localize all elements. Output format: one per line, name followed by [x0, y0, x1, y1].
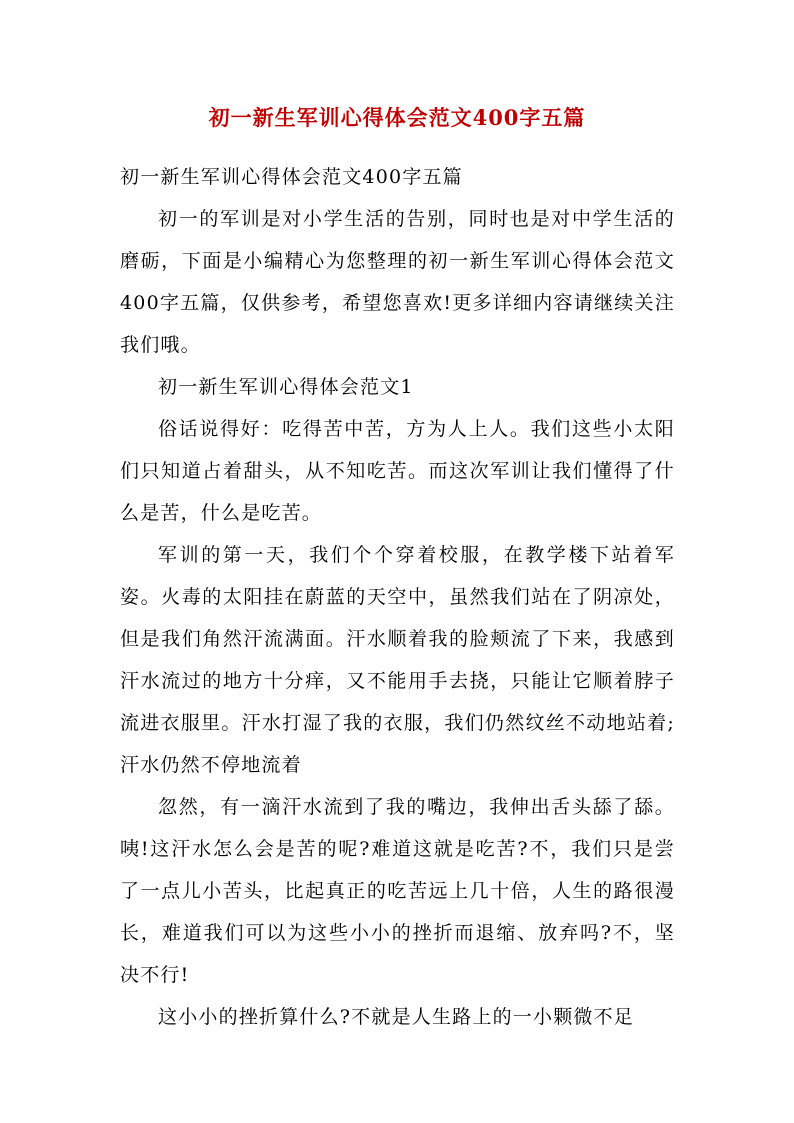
paragraph-subtitle: 初一新生军训心得体会范文400字五篇 — [120, 166, 463, 188]
paragraph: 忽然，有一滴汗水流到了我的嘴边，我伸出舌头舔了舔。咦!这汗水怎么会是苦的呢?难道这就是吃苦?不，我们只是尝了一点儿小苦头，比起真正的吃苦远上几十倍，人生的路很漫长，难道我们可以为这些小小的挫折而退缩、放弃吗?不，坚决不行! — [120, 796, 675, 986]
document-title: 初一新生军训心得体会范文400字五篇 — [208, 105, 586, 130]
section-heading-1: 初一新生军训心得体会范文1 — [158, 376, 414, 398]
paragraph: 这小小的挫折算什么?不就是人生路上的一小颗微不足 — [158, 1006, 634, 1028]
document-body — [120, 156, 675, 1038]
paragraph: 军训的第一天，我们个个穿着校服，在教学楼下站着军姿。火毒的太阳挂在蔚蓝的天空中，虽然我们站在了阴凉处，但是我们角然汗流满面。汗水顺着我的脸颊流了下来，我感到汗水流过的地方十分痒，又不能用手去挠，只能让它顺着脖子流进衣服里。汗水打湿了我的衣服，我们仍然纹丝不动地站着;汗水仍然不停地流着 — [120, 544, 675, 776]
paragraph-intro: 初一的军训是对小学生活的告别，同时也是对中学生活的磨砺，下面是小编精心为您整理的初一新生军训心得体会范文400字五篇，仅供参考，希望您喜欢!更多详细内容请继续关注我们哦。 — [120, 208, 675, 356]
paragraph: 俗话说得好：吃得苦中苦，方为人上人。我们这些小太阳们只知道占着甜头，从不知吃苦。而这次军训让我们懂得了什么是苦，什么是吃苦。 — [120, 418, 675, 524]
